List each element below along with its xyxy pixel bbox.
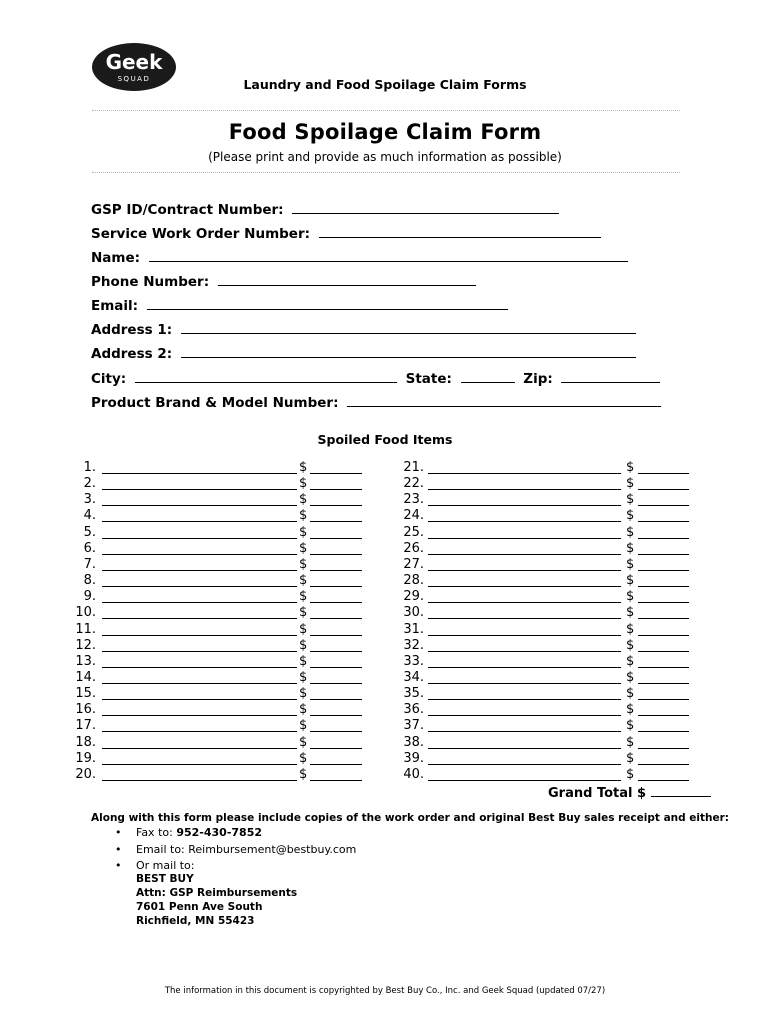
bullet-icon: • <box>115 843 122 856</box>
item-row <box>400 767 690 783</box>
item-amount-field[interactable] <box>310 508 362 522</box>
item-amount-field[interactable] <box>310 525 362 539</box>
item-description-field[interactable] <box>428 654 621 668</box>
phone-field[interactable] <box>218 270 476 286</box>
item-number: 17. <box>75 718 96 734</box>
item-description-field[interactable] <box>102 605 297 619</box>
item-number: 38. <box>403 734 424 750</box>
item-description-field[interactable] <box>428 541 621 555</box>
item-dollar-sign: $ <box>626 621 635 637</box>
item-number: 34. <box>403 669 424 685</box>
item-amount-field[interactable] <box>638 751 689 765</box>
item-dollar-sign: $ <box>299 573 308 589</box>
item-dollar-sign: $ <box>626 669 635 685</box>
bullet-icon: • <box>115 859 122 872</box>
address1-label: Address 1: <box>91 322 173 338</box>
item-dollar-sign: $ <box>299 637 308 653</box>
item-dollar-sign: $ <box>299 750 308 766</box>
item-row <box>400 702 690 718</box>
item-row <box>400 654 690 670</box>
item-row <box>400 718 690 734</box>
item-dollar-sign: $ <box>299 718 308 734</box>
item-amount-field[interactable] <box>310 702 362 716</box>
item-description-field[interactable] <box>428 638 621 652</box>
item-description-field[interactable] <box>102 751 297 765</box>
product-label: Product Brand & Model Number: <box>91 395 339 411</box>
item-description-field[interactable] <box>428 751 621 765</box>
footer-copyright: The information in this document is copyrighted by Best Buy Co., Inc. and Geek Squad (updated 07/27) <box>164 986 606 996</box>
item-dollar-sign: $ <box>626 524 635 540</box>
grand-total-dollar: $ <box>637 786 647 801</box>
item-row <box>74 670 364 686</box>
item-dollar-sign: $ <box>626 589 635 605</box>
item-amount-field[interactable] <box>638 735 689 749</box>
item-description-field[interactable] <box>102 767 297 781</box>
mail-bullet <box>115 859 195 872</box>
item-dollar-sign: $ <box>626 750 635 766</box>
item-row <box>400 573 690 589</box>
item-number: 23. <box>403 492 424 508</box>
item-row <box>74 735 364 751</box>
item-number: 33. <box>403 653 424 669</box>
email-label: Email: <box>91 298 139 314</box>
item-description-field[interactable] <box>102 492 297 506</box>
item-row <box>400 508 690 524</box>
item-row <box>74 492 364 508</box>
item-number: 26. <box>403 540 424 556</box>
item-dollar-sign: $ <box>626 573 635 589</box>
item-description-field[interactable] <box>102 460 297 474</box>
item-dollar-sign: $ <box>626 766 635 782</box>
item-number: 2. <box>83 476 96 492</box>
item-description-field[interactable] <box>428 702 621 716</box>
item-row <box>74 605 364 621</box>
item-number: 30. <box>403 605 424 621</box>
item-dollar-sign: $ <box>626 476 635 492</box>
fax-label: Fax to: <box>136 826 173 839</box>
item-dollar-sign: $ <box>299 734 308 750</box>
item-amount-field[interactable] <box>310 638 362 652</box>
email-field[interactable] <box>147 294 508 310</box>
item-row <box>400 670 690 686</box>
item-dollar-sign: $ <box>299 476 308 492</box>
item-number: 13. <box>75 653 96 669</box>
product-row <box>91 391 661 411</box>
item-number: 14. <box>75 669 96 685</box>
item-amount-field[interactable] <box>310 589 362 603</box>
section-title: Spoiled Food Items <box>317 432 453 447</box>
item-number: 11. <box>75 621 96 637</box>
item-row <box>400 605 690 621</box>
gsp-id-label: GSP ID/Contract Number: <box>91 202 284 218</box>
item-number: 16. <box>75 702 96 718</box>
item-description-field[interactable] <box>428 670 621 684</box>
item-number: 7. <box>83 556 96 572</box>
item-description-field[interactable] <box>428 460 621 474</box>
item-amount-field[interactable] <box>638 702 689 716</box>
item-description-field[interactable] <box>102 622 297 636</box>
item-number: 29. <box>403 589 424 605</box>
logo-sub: SQUAD <box>117 75 151 83</box>
item-dollar-sign: $ <box>299 589 308 605</box>
item-description-field[interactable] <box>102 476 297 490</box>
item-description-field[interactable] <box>102 686 297 700</box>
item-number: 32. <box>403 637 424 653</box>
item-dollar-sign: $ <box>299 702 308 718</box>
bullet-icon: • <box>115 826 122 839</box>
form-title: Food Spoilage Claim Form <box>228 120 542 144</box>
item-dollar-sign: $ <box>299 621 308 637</box>
item-dollar-sign: $ <box>626 734 635 750</box>
item-number: 28. <box>403 573 424 589</box>
name-label: Name: <box>91 250 141 266</box>
item-row <box>74 460 364 476</box>
item-number: 20. <box>75 766 96 782</box>
grand-total-row <box>548 784 711 800</box>
item-row <box>400 638 690 654</box>
item-amount-field[interactable] <box>638 767 689 781</box>
item-dollar-sign: $ <box>626 508 635 524</box>
item-amount-field[interactable] <box>638 622 689 636</box>
item-dollar-sign: $ <box>626 653 635 669</box>
item-amount-field[interactable] <box>638 492 689 506</box>
item-description-field[interactable] <box>428 508 621 522</box>
item-amount-field[interactable] <box>638 589 689 603</box>
fax-bullet <box>115 826 262 839</box>
item-row <box>400 557 690 573</box>
item-row <box>74 557 364 573</box>
fax-number: 952-430-7852 <box>176 826 262 839</box>
mail-address-line: BEST BUY <box>136 873 194 885</box>
zip-field[interactable] <box>561 367 660 383</box>
item-amount-field[interactable] <box>310 767 362 781</box>
item-row <box>74 638 364 654</box>
product-field[interactable] <box>347 391 661 407</box>
phone-row <box>91 270 476 290</box>
item-number: 5. <box>83 524 96 540</box>
item-number: 15. <box>75 686 96 702</box>
item-dollar-sign: $ <box>299 492 308 508</box>
email-instruction: Email to: Reimbursement@bestbuy.com <box>136 843 357 856</box>
mail-address-line: Richfield, MN 55423 <box>136 915 255 927</box>
item-dollar-sign: $ <box>626 492 635 508</box>
item-amount-field[interactable] <box>310 573 362 587</box>
item-amount-field[interactable] <box>310 476 362 490</box>
item-amount-field[interactable] <box>310 541 362 555</box>
phone-label: Phone Number: <box>91 274 210 290</box>
item-amount-field[interactable] <box>638 476 689 490</box>
item-description-field[interactable] <box>102 702 297 716</box>
instructions: Along with this form please include copies of the work order and original Best Buy sales receipt and either: <box>91 812 730 824</box>
item-row <box>400 589 690 605</box>
item-amount-field[interactable] <box>638 541 689 555</box>
item-description-field[interactable] <box>102 654 297 668</box>
item-amount-field[interactable] <box>310 460 362 474</box>
item-dollar-sign: $ <box>299 669 308 685</box>
item-description-field[interactable] <box>102 541 297 555</box>
state-field[interactable] <box>461 367 515 383</box>
item-dollar-sign: $ <box>626 556 635 572</box>
mail-address-line: Attn: GSP Reimbursements <box>136 887 298 899</box>
item-amount-field[interactable] <box>638 460 689 474</box>
item-row <box>400 525 690 541</box>
item-description-field[interactable] <box>428 557 621 571</box>
item-description-field[interactable] <box>428 767 621 781</box>
item-number: 37. <box>403 718 424 734</box>
item-amount-field[interactable] <box>310 654 362 668</box>
item-number: 39. <box>403 750 424 766</box>
item-description-field[interactable] <box>428 686 621 700</box>
item-description-field[interactable] <box>102 638 297 652</box>
item-dollar-sign: $ <box>299 686 308 702</box>
item-description-field[interactable] <box>102 525 297 539</box>
item-number: 10. <box>75 605 96 621</box>
item-amount-field[interactable] <box>638 573 689 587</box>
item-row <box>400 476 690 492</box>
form-subtitle: (Please print and provide as much information as possible) <box>208 150 562 164</box>
item-row <box>74 686 364 702</box>
address2-row <box>91 342 636 362</box>
item-amount-field[interactable] <box>638 605 689 619</box>
item-amount-field[interactable] <box>638 654 689 668</box>
item-description-field[interactable] <box>428 605 621 619</box>
name-field[interactable] <box>149 246 628 262</box>
item-dollar-sign: $ <box>299 766 308 782</box>
item-description-field[interactable] <box>428 718 621 732</box>
item-description-field[interactable] <box>102 573 297 587</box>
item-dollar-sign: $ <box>299 524 308 540</box>
item-number: 24. <box>403 508 424 524</box>
item-number: 40. <box>403 766 424 782</box>
item-number: 19. <box>75 750 96 766</box>
address1-row <box>91 318 636 338</box>
gsp-id-field[interactable] <box>292 198 559 214</box>
item-description-field[interactable] <box>428 492 621 506</box>
item-row <box>74 718 364 734</box>
item-amount-field[interactable] <box>638 638 689 652</box>
item-row <box>74 476 364 492</box>
item-description-field[interactable] <box>428 573 621 587</box>
item-row <box>74 589 364 605</box>
item-amount-field[interactable] <box>310 605 362 619</box>
item-amount-field[interactable] <box>638 670 689 684</box>
item-number: 36. <box>403 702 424 718</box>
item-dollar-sign: $ <box>626 460 635 475</box>
city-field[interactable] <box>135 367 397 383</box>
item-description-field[interactable] <box>428 622 621 636</box>
address1-field[interactable] <box>181 318 636 334</box>
item-description-field[interactable] <box>428 476 621 490</box>
item-row <box>74 541 364 557</box>
item-dollar-sign: $ <box>626 718 635 734</box>
zip-label: Zip: <box>523 371 553 387</box>
item-dollar-sign: $ <box>299 460 308 475</box>
item-row <box>74 525 364 541</box>
item-number: 25. <box>403 524 424 540</box>
divider <box>92 172 680 173</box>
item-row <box>400 751 690 767</box>
gsp-id-row <box>91 198 559 218</box>
item-description-field[interactable] <box>102 589 297 603</box>
item-row <box>400 735 690 751</box>
item-number: 31. <box>403 621 424 637</box>
item-row <box>74 654 364 670</box>
city-label: City: <box>91 371 127 387</box>
address2-field[interactable] <box>181 342 636 358</box>
mail-instruction: Or mail to: <box>136 859 195 872</box>
item-description-field[interactable] <box>428 525 621 539</box>
item-amount-field[interactable] <box>638 557 689 571</box>
item-description-field[interactable] <box>428 589 621 603</box>
item-number: 35. <box>403 686 424 702</box>
item-dollar-sign: $ <box>626 686 635 702</box>
item-row <box>74 751 364 767</box>
item-number: 3. <box>83 492 96 508</box>
item-dollar-sign: $ <box>299 540 308 556</box>
name-row <box>91 246 628 266</box>
item-dollar-sign: $ <box>626 702 635 718</box>
item-dollar-sign: $ <box>626 637 635 653</box>
item-description-field[interactable] <box>102 670 297 684</box>
item-dollar-sign: $ <box>299 556 308 572</box>
item-amount-field[interactable] <box>310 686 362 700</box>
address2-label: Address 2: <box>91 346 173 362</box>
item-number: 21. <box>403 460 424 475</box>
item-amount-field[interactable] <box>638 718 689 732</box>
item-description-field[interactable] <box>102 557 297 571</box>
item-amount-field[interactable] <box>310 670 362 684</box>
item-number: 6. <box>83 540 96 556</box>
item-number: 27. <box>403 556 424 572</box>
item-dollar-sign: $ <box>299 508 308 524</box>
work-order-row <box>91 222 601 242</box>
item-description-field[interactable] <box>102 718 297 732</box>
state-label: State: <box>405 371 452 387</box>
logo-brand: Geek <box>105 50 163 74</box>
item-row <box>74 573 364 589</box>
item-number: 12. <box>75 637 96 653</box>
item-row <box>400 460 690 476</box>
item-row <box>74 508 364 524</box>
item-dollar-sign: $ <box>626 605 635 621</box>
item-row <box>74 622 364 638</box>
item-dollar-sign: $ <box>299 605 308 621</box>
mail-address-line: 7601 Penn Ave South <box>136 901 263 913</box>
item-dollar-sign: $ <box>299 653 308 669</box>
header-title: Laundry and Food Spoilage Claim Forms <box>243 77 527 92</box>
grand-total-label: Grand Total <box>548 786 633 801</box>
city-state-zip-row <box>91 367 660 387</box>
item-number: 1. <box>83 460 96 475</box>
email-row <box>91 294 508 314</box>
item-description-field[interactable] <box>428 735 621 749</box>
item-amount-field[interactable] <box>638 686 689 700</box>
item-row <box>400 686 690 702</box>
item-number: 4. <box>83 508 96 524</box>
grand-total-field[interactable] <box>651 784 711 797</box>
item-amount-field[interactable] <box>638 525 689 539</box>
item-amount-field[interactable] <box>310 735 362 749</box>
item-row <box>400 622 690 638</box>
work-order-label: Service Work Order Number: <box>91 226 311 242</box>
item-amount-field[interactable] <box>310 718 362 732</box>
divider <box>92 110 680 111</box>
item-amount-field[interactable] <box>310 751 362 765</box>
item-row <box>74 767 364 783</box>
item-row <box>400 541 690 557</box>
item-number: 9. <box>83 589 96 605</box>
email-bullet <box>115 843 356 856</box>
item-amount-field[interactable] <box>310 557 362 571</box>
item-amount-field[interactable] <box>310 622 362 636</box>
item-description-field[interactable] <box>102 735 297 749</box>
item-number: 18. <box>75 734 96 750</box>
item-number: 8. <box>83 573 96 589</box>
item-amount-field[interactable] <box>310 492 362 506</box>
item-dollar-sign: $ <box>626 540 635 556</box>
item-number: 22. <box>403 476 424 492</box>
item-amount-field[interactable] <box>638 508 689 522</box>
item-row <box>74 702 364 718</box>
item-row <box>400 492 690 508</box>
work-order-field[interactable] <box>319 222 601 238</box>
item-description-field[interactable] <box>102 508 297 522</box>
